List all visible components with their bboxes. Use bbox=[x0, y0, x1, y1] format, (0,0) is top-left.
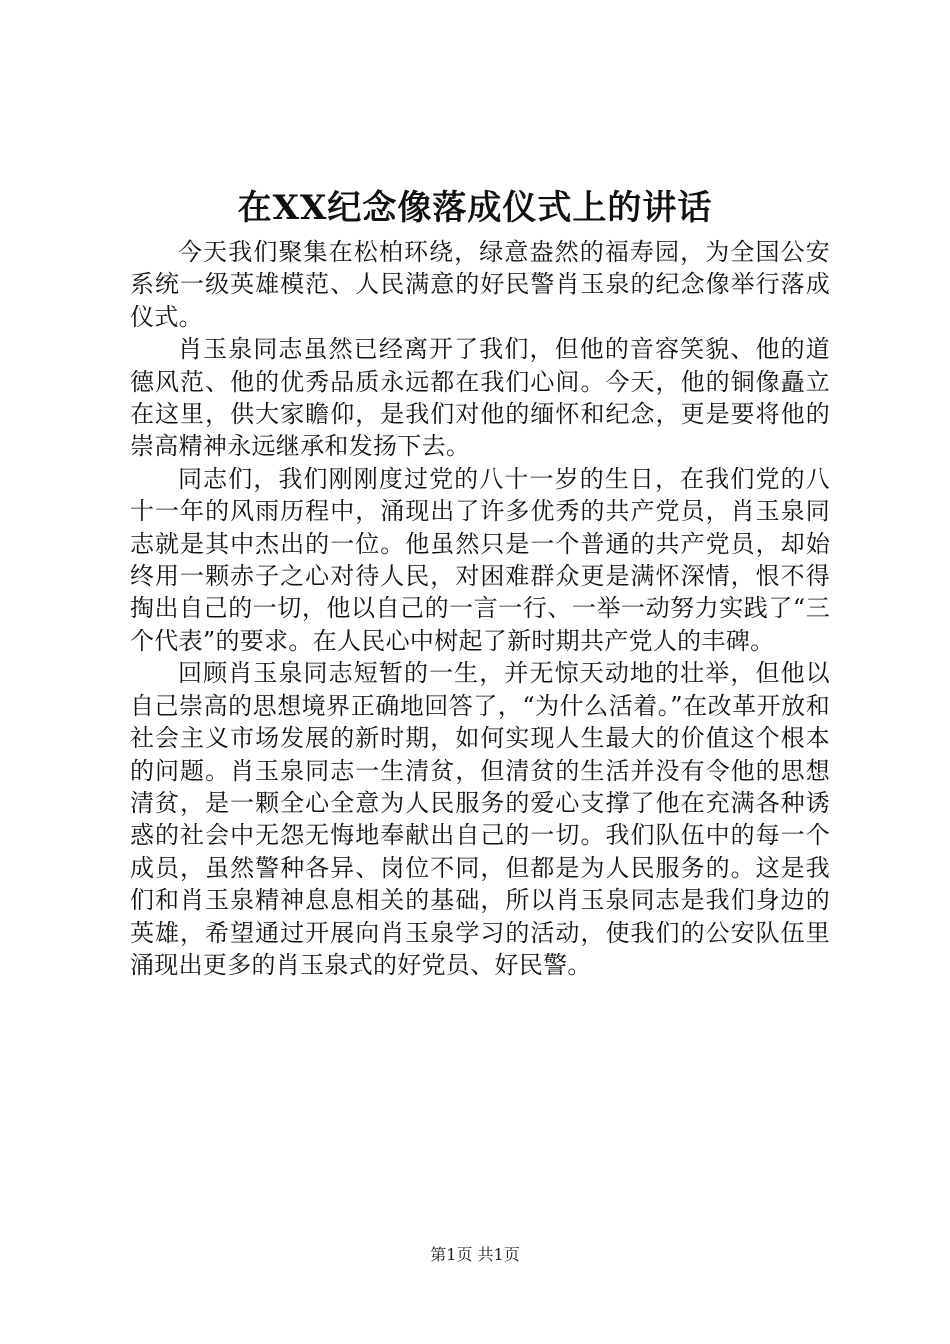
paragraph-1: 今天我们聚集在松柏环绕，绿意盎然的福寿园，为全国公安系统一级英雄模范、人民满意的好民警肖玉泉的纪念像举行落成仪式。 bbox=[130, 238, 830, 331]
paragraph-3: 同志们，我们刚刚度过党的八十一岁的生日，在我们党的八十一年的风雨历程中，涌现出了许多优秀的共产党员，肖玉泉同志就是其中杰出的一位。他虽然只是一个普通的共产党员，却始终用一颗赤子之心对待人民，对困难群众更是满怀深情，恨不得掏出自己的一切，他以自己的一言一行、一举一动努力实践了“三个代表”的要求。在人民心中树起了新时期共产党人的丰碑。 bbox=[130, 464, 830, 655]
document-title: 在XX纪念像落成仪式上的讲话 bbox=[237, 188, 713, 228]
page-footer: 第1页 共1页 bbox=[430, 1245, 520, 1264]
paragraph-2: 肖玉泉同志虽然已经离开了我们，但他的音容笑貌、他的道德风范、他的优秀品质永远都在我们心间。今天，他的铜像矗立在这里，供大家瞻仰，是我们对他的缅怀和纪念，更是要将他的崇高精神永远继承和发扬下去。 bbox=[130, 335, 830, 461]
document-body bbox=[130, 236, 830, 981]
paragraph-4: 回顾肖玉泉同志短暂的一生，并无惊天动地的壮举，但他以自己崇高的思想境界正确地回答了，“为什么活着。”在改革开放和社会主义市场发展的新时期，如何实现人生最大的价值这个根本的问题。肖玉泉同志一生清贫，但清贫的生活并没有令他的思想清贫，是一颗全心全意为人民服务的爱心支撑了他在充满各种诱惑的社会中无怨无悔地奉献出自己的一切。我们队伍中的每一个成员，虽然警种各异、岗位不同，但都是为人民服务的。这是我们和肖玉泉精神息息相关的基础，所以肖玉泉同志是我们身边的英雄，希望通过开展向肖玉泉学习的活动，使我们的公安队伍里涌现出更多的肖玉泉式的好党员、好民警。 bbox=[130, 659, 830, 979]
